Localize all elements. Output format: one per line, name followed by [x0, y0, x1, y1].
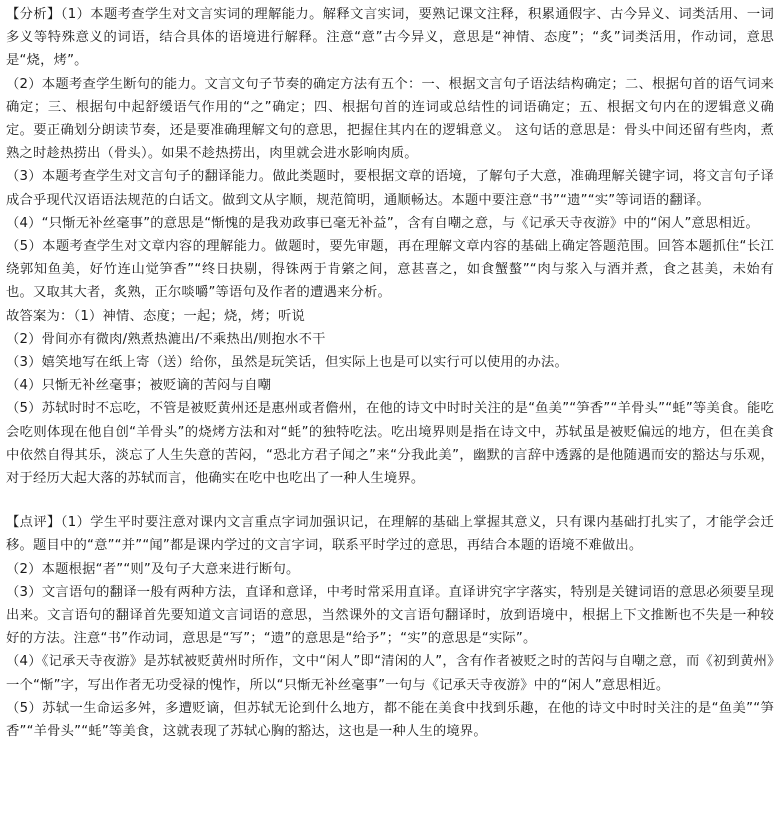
review-paragraph-2: （2）本题根据“者”“则”及句子大意来进行断句。 — [6, 561, 300, 577]
analysis-paragraph-4: （4）“只惭无补丝毫事”的意思是“惭愧的是我劝政事已毫无补益”，含有自嘲之意，与《记承天寺夜游》中的“闲人”意思相近。 — [6, 215, 760, 231]
analysis-section — [6, 3, 774, 490]
answer-line-3: （3）嬉笑地写在纸上寄（送）给你，虽然是玩笑话，但实际上也是可以实行可以使用的办法。 — [6, 355, 569, 371]
review-section — [6, 511, 774, 743]
answer-line-1: 故答案为：（1）神情、态度；一起；烧，烤；听说 — [6, 308, 305, 324]
analysis-paragraph-5: （5）本题考查学生对文章内容的理解能力。做题时，要先审题，再在理解文章内容的基础上确定答题范围。回答本题抓住“长江绕郭知鱼美，好竹连山觉笋香”“终日抉剔，得铢两于肯綮之间，意甚喜之，如食蟹螯”“肉与浆入与酒并煮，食之甚美，未始有也。又取其大者，炙熟，正尔啖嚼”等语句及作者的遭遇来分析。 — [6, 239, 774, 301]
answer-line-5: （5）苏轼时时不忘吃，不管是被贬黄州还是惠州或者儋州，在他的诗文中时时关注的是“鱼美”“笋香”“羊骨头”“蚝”等美食。能吃会吃则体现在他自创“羊骨头”的烧烤方法和对“蚝”的独特吃法。吃出境界则是指在诗文中，苏轼虽是被贬偏远的地方，但在美食中依然自得其乐，淡忘了人生失意的苦闷，“恐北方君子闻之”来“分我此美”，幽默的言辞中透露的是他随遇而安的豁达与乐观，对于经历大起大落的苏轼而言，他确实在吃中也吃出了一种人生境界。 — [6, 401, 774, 487]
analysis-paragraph-2: （2）本题考查学生断句的能力。文言文句子节奏的确定方法有五个：一、根据文言句子语法结构确定；二、根据句首的语气词来确定；三、根据句中起舒缓语气作用的“之”确定；四、根据句首的连词或总结性的词语确定；五、根据文句内在的逻辑意义确定。要正确划分朗读节奏，还是要准确理解文句的意思，把握住其内在的逻辑意义。 这句话的意思是：骨头中间还留有些肉，煮熟之时趁热捞出（骨头）。如果不趁热捞出，肉里就会进水影响肉质。 — [6, 76, 774, 162]
answer-line-4: （4）只惭无补丝毫事；被贬谪的苦闷与自嘲 — [6, 378, 272, 394]
review-paragraph-4: （4）《记承天寺夜游》是苏轼被贬黄州时所作，文中“闲人”即“清闲的人”，含有作者被贬之时的苦闷与自嘲之意，而《初到黄州》一个“惭”字，写出作者无功受禄的愧怍，所以“只惭无补丝毫事”一句与《记承天寺夜游》中的“闲人”意思相近。 — [6, 654, 774, 693]
review-paragraph-3: （3）文言语句的翻译一般有两种方法，直译和意译，中考时常采用直译。直译讲究字字落实，特别是关键词语的意思必须要呈现出来。文言语句的翻译首先要知道文言词语的意思，当然课外的文言语句翻译时，放到语境中，根据上下文推断也不失是一种较好的方法。注意“书”作动词，意思是“写”；“遗”的意思是“给予”；“实”的意思是“实际”。 — [6, 584, 774, 647]
answer-line-2: （2）骨间亦有微肉/熟煮热漉出/不乘热出/则抱水不干 — [6, 331, 326, 347]
review-paragraph-5: （5）苏轼一生命运多舛，多遭贬谪，但苏轼无论到什么地方，都不能在美食中找到乐趣，在他的诗文中时时关注的是“鱼美”“笋香”“羊骨头”“蚝”等美食，这就表现了苏轼心胸的豁达，这也是一种人生的境界。 — [6, 700, 774, 740]
analysis-paragraph-1: 【分析】（1）本题考查学生对文言实词的理解能力。解释文言实词，要熟记课文注释，积累通假字、古今异义、词类活用、一词多义等特殊意义的词语，结合具体的语境进行解释。注意“意”古今异义，意思是“神情、态度”；“炙”词类活用，作动词，意思是“烧，烤”。 — [6, 7, 774, 69]
section-spacer — [6, 490, 774, 511]
analysis-paragraph-3: （3）本题考查学生对文言句子的翻译能力。做此类题时，要根据文章的语境，了解句子大意，准确理解关键字词，将文言句子译成合乎现代汉语语法规范的白话文。做到文从字顺，规范简明，通顺畅达。本题中要注意“书”“遗”“实”等词语的翻译。 — [6, 169, 774, 208]
review-paragraph-1: 【点评】（1）学生平时要注意对课内文言重点字词加强识记，在理解的基础上掌握其意义，只有课内基础打扎实了，才能学会迁移。题目中的“意”“并”“闻”都是课内学过的文言字词，联系平时学过的意思，再结合本题的语境不难做出。 — [6, 515, 774, 554]
